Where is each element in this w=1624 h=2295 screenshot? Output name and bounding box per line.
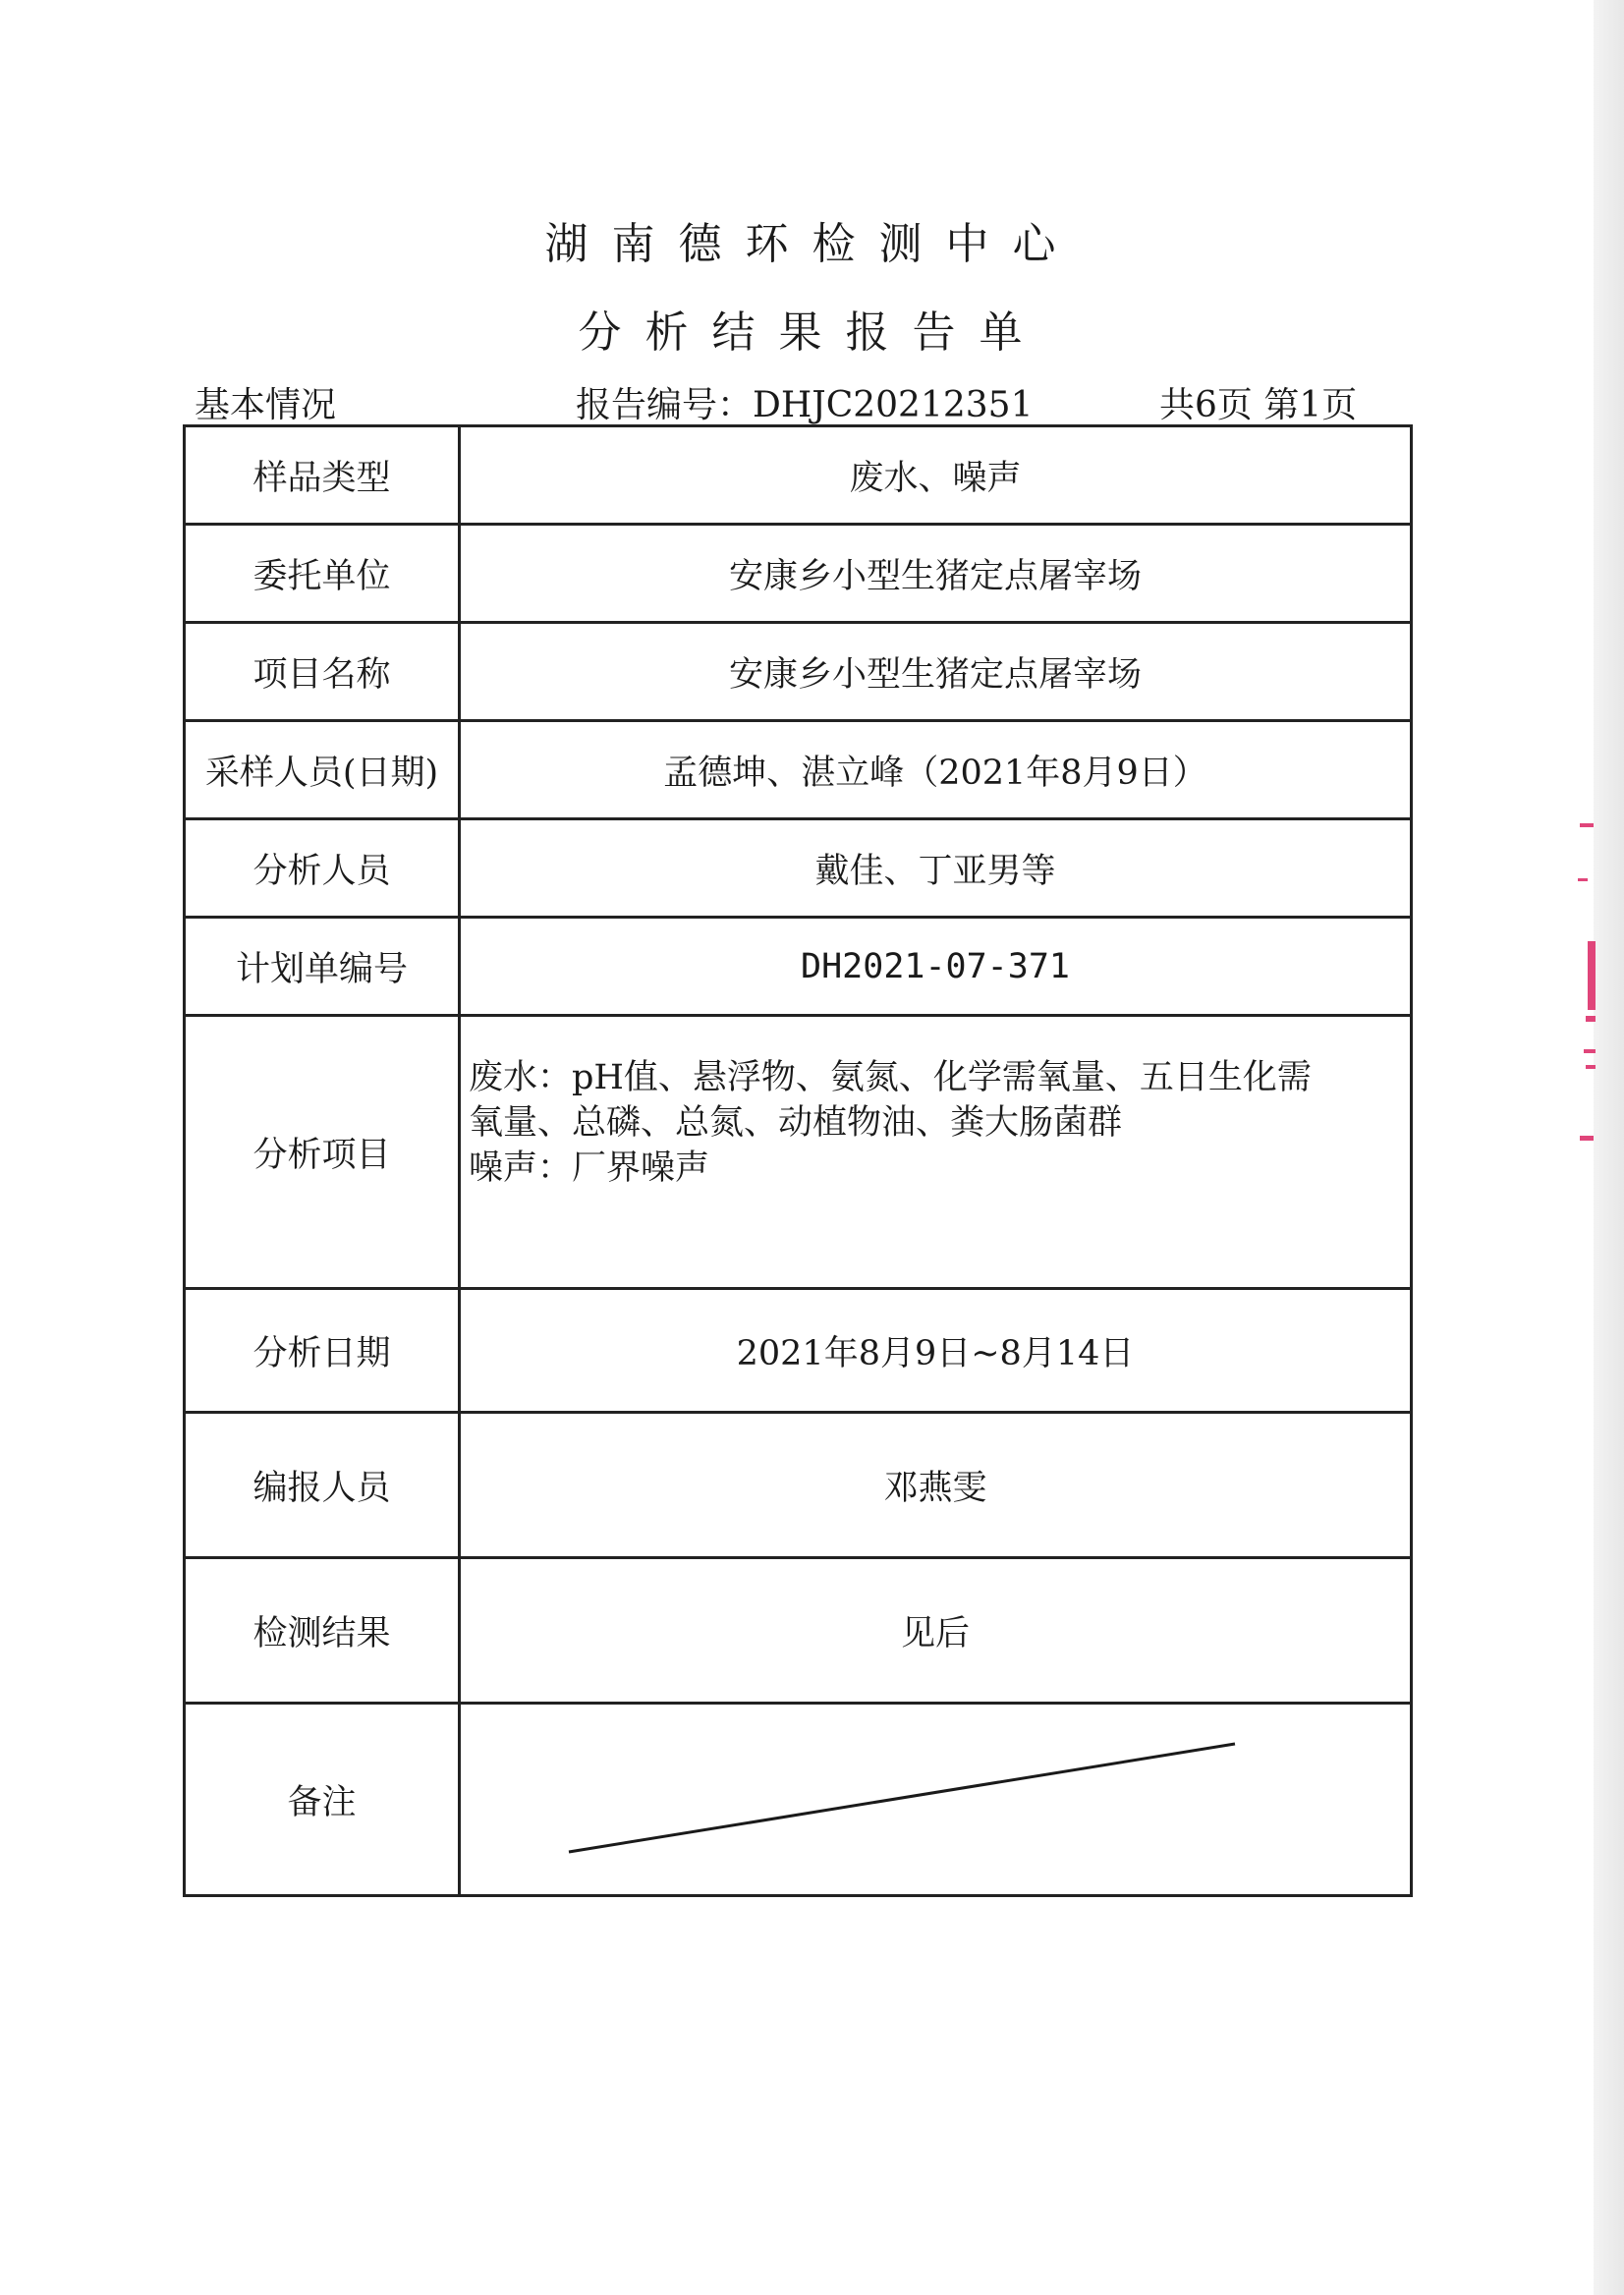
row-label: 备注	[185, 1704, 460, 1896]
row-value: 2021年8月9日~8月14日	[460, 1289, 1412, 1413]
analysis-items-line: 噪声：厂界噪声	[469, 1148, 710, 1188]
row-value: 安康乡小型生猪定点屠宰场	[460, 525, 1412, 623]
seal-stamp-fragment	[1576, 823, 1597, 1148]
doc-title: 分析结果报告单	[578, 308, 1046, 358]
table-row	[185, 918, 1412, 1016]
remark-strike-line	[461, 1705, 1414, 1897]
section-label: 基本情况	[195, 385, 337, 425]
report-number: 报告编号：DHJC20212351	[576, 385, 1034, 425]
row-label: 分析人员	[185, 819, 460, 918]
row-label: 委托单位	[185, 525, 460, 623]
table-row	[185, 525, 1412, 623]
table-row	[185, 1558, 1412, 1704]
row-label: 项目名称	[185, 623, 460, 721]
analysis-items-line: 氧量、总磷、总氮、动植物油、粪大肠菌群	[469, 1102, 1123, 1143]
table-row	[185, 1289, 1412, 1413]
table-row	[185, 623, 1412, 721]
table-row	[185, 426, 1412, 525]
org-title: 湖南德环检测中心	[544, 219, 1080, 269]
basic-info-table	[183, 424, 1413, 1897]
row-value: 安康乡小型生猪定点屠宰场	[460, 623, 1412, 721]
row-value: 废水、噪声	[460, 426, 1412, 525]
row-value: 见后	[460, 1558, 1412, 1704]
table-row	[185, 721, 1412, 819]
table-row	[185, 1016, 1412, 1289]
row-label: 编报人员	[185, 1413, 460, 1558]
row-label: 采样人员(日期)	[185, 721, 460, 819]
row-label: 分析项目	[185, 1016, 460, 1289]
table-row	[185, 1704, 1412, 1896]
row-label: 分析日期	[185, 1289, 460, 1413]
analysis-items-value	[460, 1016, 1412, 1289]
row-label: 样品类型	[185, 426, 460, 525]
page-info: 共6页 第1页	[1159, 385, 1358, 425]
row-value: 邓燕雯	[460, 1413, 1412, 1558]
analysis-items-line: 废水：pH值、悬浮物、氨氮、化学需氧量、五日生化需	[469, 1057, 1312, 1097]
table-row	[185, 819, 1412, 918]
plan-number-value: DH2021-07-371	[460, 918, 1412, 1016]
table-row	[185, 1413, 1412, 1558]
remark-value	[460, 1704, 1412, 1896]
row-value: 戴佳、丁亚男等	[460, 819, 1412, 918]
row-label: 计划单编号	[185, 918, 460, 1016]
row-label: 检测结果	[185, 1558, 460, 1704]
row-value: 孟德坤、湛立峰（2021年8月9日）	[460, 721, 1412, 819]
